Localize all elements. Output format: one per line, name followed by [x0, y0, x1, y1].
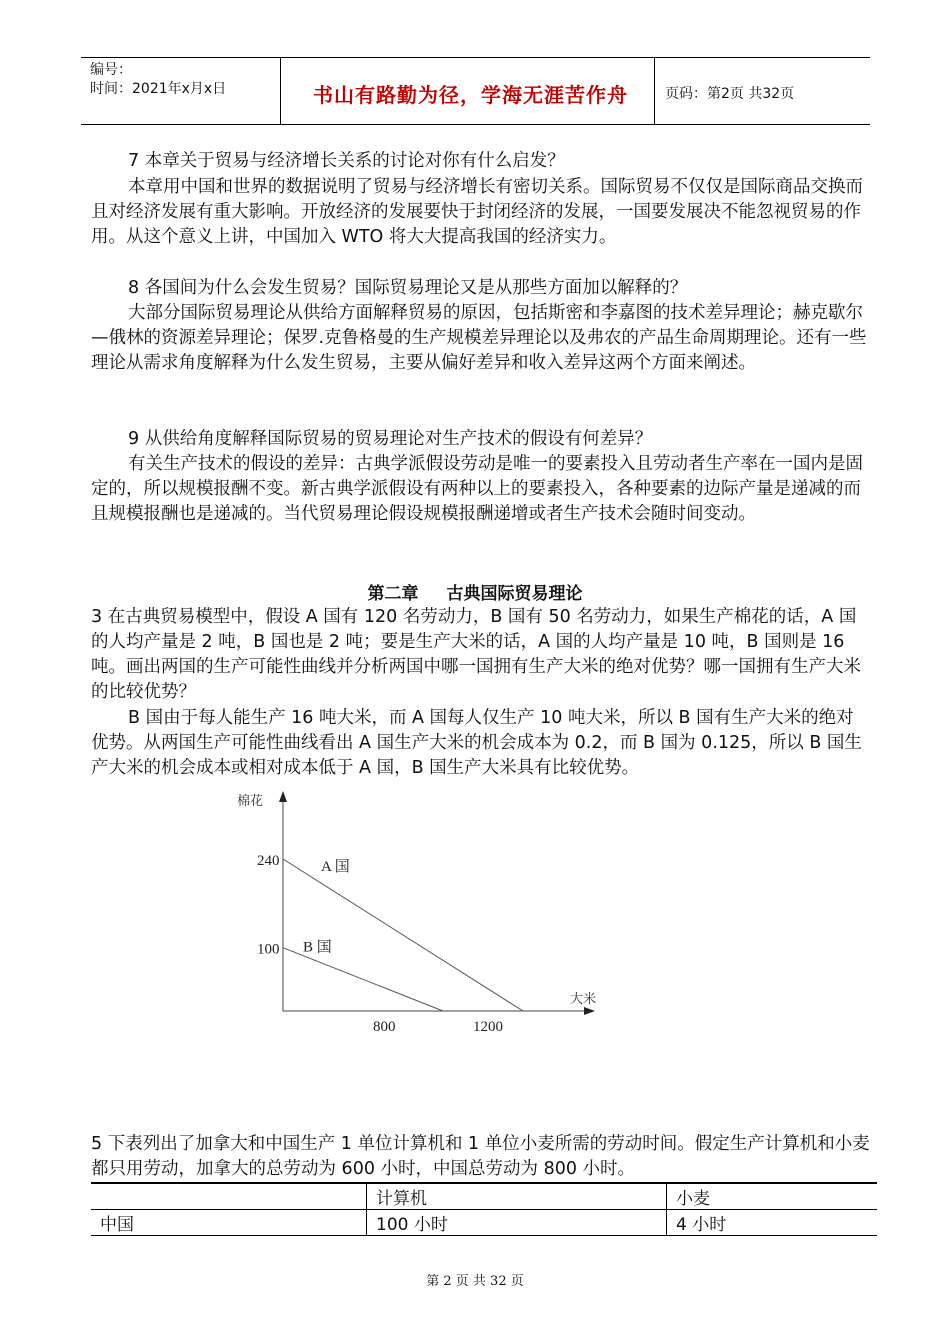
header-bottom-rule — [81, 124, 870, 125]
answer-3: B 国由于每人能生产 16 吨大米，而 A 国每人仅生产 10 吨大米，所以 B 国有生产大米的绝对优势。从两国生产可能性曲线看出 A 国生产大米的机会成本为 0.2，而 B 国为 0.125，所以 B 国生产大米的机会成本或相对成本低于 A 国，B 国生产大米具有比较优势。 — [91, 708, 862, 778]
table-cell: 中国 — [91, 1210, 367, 1236]
page-header — [81, 57, 870, 125]
y-tick-label: 100 — [257, 941, 280, 958]
chapter-title: 古典国际贸易理论 — [446, 584, 583, 604]
ppf-chart — [220, 785, 660, 1045]
question-7: 7 本章关于贸易与经济增长关系的讨论对你有什么启发？ — [128, 151, 565, 171]
y-tick-label: 240 — [257, 853, 280, 869]
x-axis-label: 大米 — [570, 992, 597, 1007]
header-meta — [90, 61, 226, 99]
y-axis-arrow — [279, 791, 287, 802]
answer-9: 有关生产技术的假设的差异：古典学派假设劳动是唯一的要素投入且劳动者生产率在一国内是固定的，所以规模报酬不变。新古典学派假设有两种以上的要素投入，各种要素的边际产量是递减的而且规模报酬也是递减的。当代贸易理论假设规模报酬递增或者生产技术会随时间变动。 — [91, 454, 863, 524]
table-header-cell: 计算机 — [367, 1183, 667, 1210]
header-divider — [654, 57, 655, 125]
header-motto: 书山有路勤为径，学海无涯苦作舟 — [313, 83, 628, 107]
header-divider — [280, 57, 281, 125]
answer-7: 本章用中国和世界的数据说明了贸易与经济增长有密切关系。国际贸易不仅仅是国际商品交换而且对经济发展有重大影响。开放经济的发展要快于封闭经济的发展，一国要发展决不能忽视贸易的作用。从这个意义上讲，中国加入 WTO 将大大提高我国的经济实力。 — [91, 177, 863, 247]
page-footer: 第 2 页 共 32 页 — [426, 1274, 524, 1289]
table-row — [91, 1210, 877, 1236]
series-label: A 国 — [321, 859, 350, 875]
table-header-cell: 小麦 — [667, 1183, 878, 1210]
question-3: 3 在古典贸易模型中，假设 A 国有 120 名劳动力，B 国有 50 名劳动力，如果生产棉花的话，A 国的人均产量是 2 吨，B 国也是 2 吨；要是生产大米的话，A 国的人均产量是 10 吨，B 国则是 16 吨。画出两国的生产可能性曲线并分析两国中哪一国拥有生产大米的绝对优势？哪一国拥有生产大米的比较优势？ — [91, 607, 861, 702]
answer-8: 大部分国际贸易理论从供给方面解释贸易的原因，包括斯密和李嘉图的技术差异理论；赫克歇尔—俄林的资源差异理论；保罗.克鲁格曼的生产规模差异理论以及弗农的产品生命周期理论。还有一些理论从需求角度解释为什么发生贸易，主要从偏好差异和收入差异这两个方面来阐述。 — [91, 303, 867, 373]
x-tick-label: 1200 — [473, 1019, 503, 1035]
question-8: 8 各国间为什么会发生贸易？国际贸易理论又是从那些方面加以解释的？ — [128, 278, 688, 298]
header-top-rule — [81, 57, 870, 58]
table-cell: 100 小时 — [367, 1210, 667, 1236]
labor-time-table — [91, 1182, 877, 1236]
header-time-label: 时间：2021年x月x日 — [90, 81, 227, 97]
header-number-label: 编号： — [90, 62, 132, 78]
ppf-line — [283, 948, 443, 1011]
question-9: 9 从供给角度解释国际贸易的贸易理论对生产技术的假设有何差异？ — [128, 429, 653, 449]
ppf-line — [283, 859, 523, 1011]
x-axis-arrow — [584, 1007, 595, 1015]
y-axis-label: 棉花 — [237, 794, 264, 809]
x-tick-label: 800 — [373, 1019, 396, 1035]
table-header-row — [91, 1183, 877, 1210]
header-page-code: 页码：第2页 共32页 — [665, 86, 795, 102]
chapter-number: 第二章 — [367, 584, 419, 604]
series-label: B 国 — [303, 939, 332, 956]
table-cell: 4 小时 — [667, 1210, 878, 1236]
question-5: 5 下表列出了加拿大和中国生产 1 单位计算机和 1 单位小麦所需的劳动时间。假定生产计算机和小麦都只用劳动，加拿大的总劳动为 600 小时，中国总劳动为 800 小时。 — [91, 1134, 870, 1179]
chapter-heading — [0, 579, 950, 604]
table-header-cell — [91, 1183, 367, 1210]
